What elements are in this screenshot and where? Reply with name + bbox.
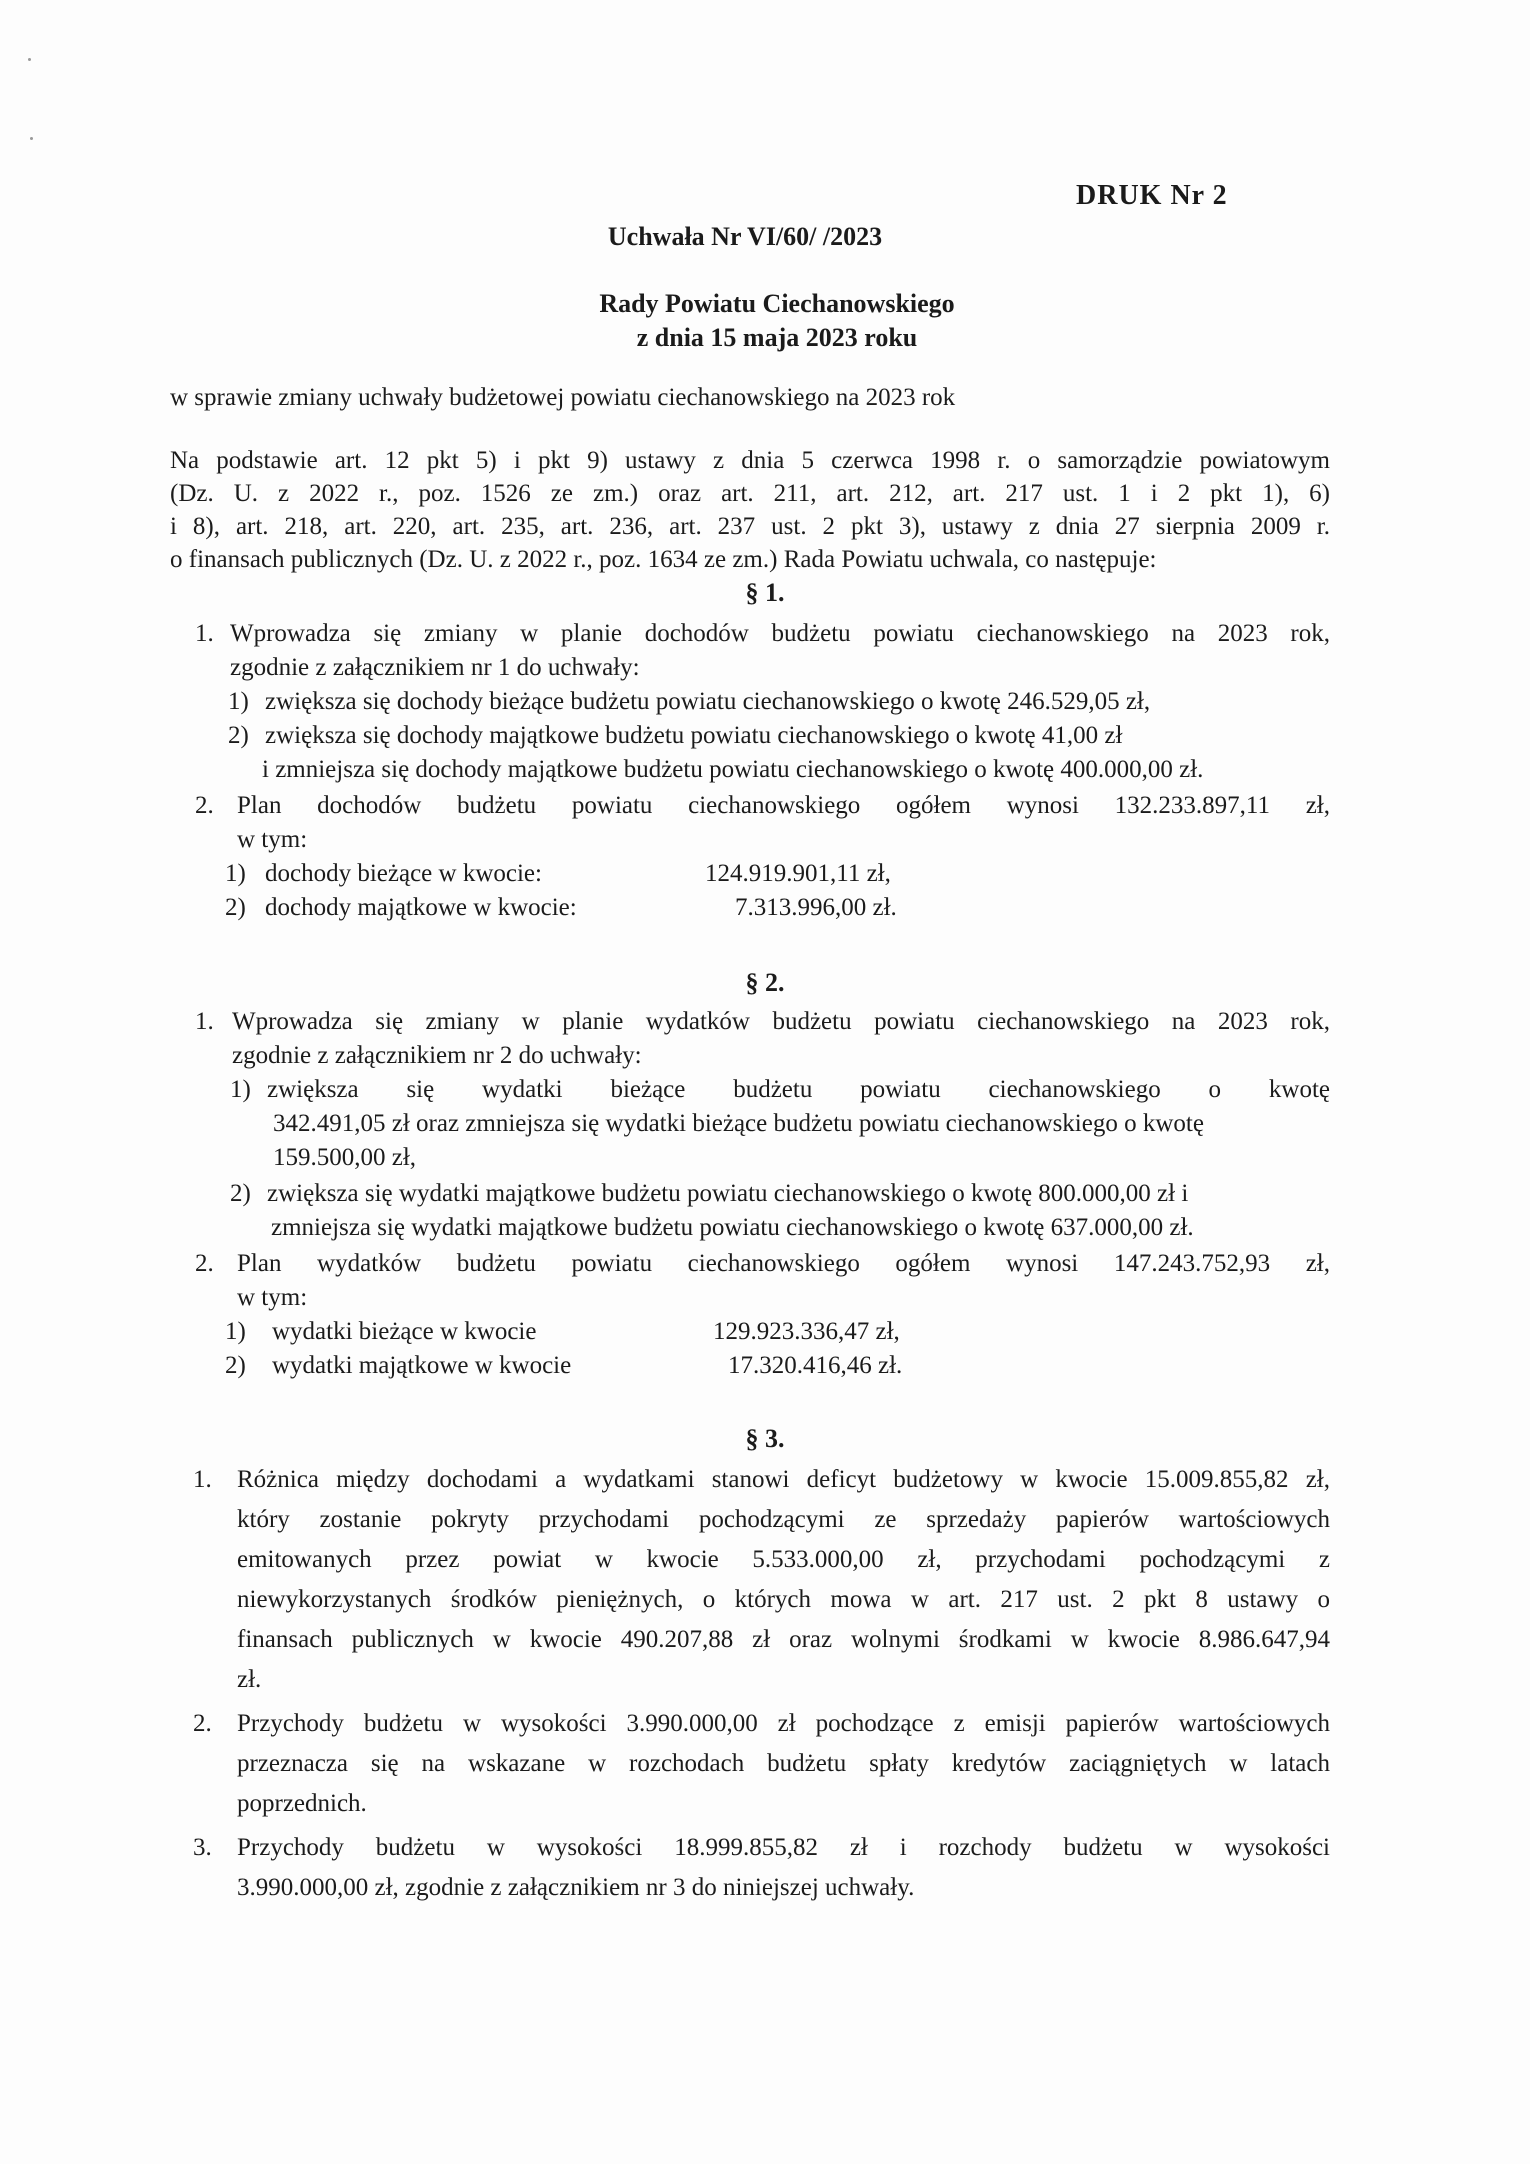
resolution-title: Uchwała Nr VI/60/ /2023 — [607, 222, 883, 251]
preamble-line: (Dz. U. z 2022 r., poz. 1526 ze zm.) oraz art. 211, art. 212, art. 217 ust. 1 i 2 pkt 1), 6) — [170, 480, 1330, 507]
item-number: 1) — [228, 688, 249, 715]
section-text: Różnica między dochodami a wydatkami stanowi deficyt budżetowy w kwocie 15.009.855,82 zł, — [237, 1466, 1330, 1493]
item-text: zwiększa się dochody bieżące budżetu powiatu ciechanowskiego o kwotę 246.529,05 zł, — [265, 688, 1151, 715]
item-text: i zmniejsza się dochody majątkowe budżetu powiatu ciechanowskiego o kwotę 400.000,00 zł. — [262, 756, 1204, 783]
item-number: 1) — [230, 1076, 251, 1103]
section-text: w tym: — [237, 826, 308, 853]
section-text: Plan wydatków budżetu powiatu ciechanowskiego ogółem wynosi 147.243.752,93 zł, — [237, 1250, 1330, 1277]
item-text: zwiększa się wydatki bieżące budżetu powiatu ciechanowskiego o kwotę — [267, 1076, 1330, 1103]
amount-value: 17.320.416,46 zł. — [728, 1352, 903, 1379]
section-text: Przychody budżetu w wysokości 3.990.000,00 zł pochodzące z emisji papierów wartościowych — [237, 1710, 1330, 1737]
section-text: 3.990.000,00 zł, zgodnie z załącznikiem nr 3 do niniejszej uchwały. — [237, 1874, 915, 1901]
item-text: 159.500,00 zł, — [273, 1144, 417, 1171]
section-text: przeznacza się na wskazane w rozchodach budżetu spłaty kredytów zaciągniętych w latach — [237, 1750, 1330, 1777]
point-number: 1. — [195, 620, 214, 647]
section-text: emitowanych przez powiat w kwocie 5.533.000,00 zł, przychodami pochodzącymi z — [237, 1546, 1330, 1573]
point-number: 2. — [193, 1710, 212, 1737]
amount-label: dochody majątkowe w kwocie: — [265, 894, 577, 921]
section-text: Wprowadza się zmiany w planie wydatków budżetu powiatu ciechanowskiego na 2023 rok, — [232, 1008, 1330, 1035]
amount-value: 7.313.996,00 zł. — [735, 894, 897, 921]
point-number: 2. — [195, 792, 214, 819]
item-text: zwiększa się dochody majątkowe budżetu powiatu ciechanowskiego o kwotę 41,00 zł — [265, 722, 1123, 749]
section-text: poprzednich. — [237, 1790, 367, 1817]
item-number: 2) — [225, 894, 246, 921]
point-number: 1. — [195, 1008, 214, 1035]
section-text: zgodnie z załącznikiem nr 1 do uchwały: — [230, 654, 640, 681]
resolution-subject: w sprawie zmiany uchwały budżetowej powiatu ciechanowskiego na 2023 rok — [170, 384, 956, 411]
section-text: który zostanie pokryty przychodami pochodzącymi ze sprzedaży papierów wartościowych — [237, 1506, 1330, 1533]
point-number: 2. — [195, 1250, 214, 1277]
item-number: 2) — [230, 1180, 251, 1207]
resolution-date: z dnia 15 maja 2023 roku — [636, 323, 918, 352]
section-heading: § 3. — [745, 1424, 785, 1453]
resolution-issuer-date — [12, 287, 1530, 355]
resolution-issuer: Rady Powiatu Ciechanowskiego — [599, 289, 955, 318]
section-text: Wprowadza się zmiany w planie dochodów budżetu powiatu ciechanowskiego na 2023 rok, — [230, 620, 1330, 647]
preamble-line: Na podstawie art. 12 pkt 5) i pkt 9) ustawy z dnia 5 czerwca 1998 r. o samorządzie powiatowym — [170, 447, 1330, 474]
preamble-line: o finansach publicznych (Dz. U. z 2022 r., poz. 1634 ze zm.) Rada Powiatu uchwala, co następuje: — [170, 546, 1157, 573]
scan-speck — [28, 58, 31, 61]
section-text: Plan dochodów budżetu powiatu ciechanowskiego ogółem wynosi 132.233.897,11 zł, — [237, 792, 1330, 819]
amount-label: wydatki majątkowe w kwocie — [272, 1352, 572, 1379]
point-number: 3. — [193, 1834, 212, 1861]
section-text: Przychody budżetu w wysokości 18.999.855,82 zł i rozchody budżetu w wysokości — [237, 1834, 1330, 1861]
item-number: 2) — [225, 1352, 246, 1379]
item-number: 1) — [225, 1318, 246, 1345]
section-text: niewykorzystanych środków pieniężnych, o których mowa w art. 217 ust. 2 pkt 8 ustawy o — [237, 1586, 1330, 1613]
amount-label: dochody bieżące w kwocie: — [265, 860, 542, 887]
amount-label: wydatki bieżące w kwocie — [272, 1318, 537, 1345]
druk-number: DRUK Nr 2 — [1076, 180, 1228, 211]
section-text: zł. — [237, 1666, 262, 1693]
item-number: 1) — [225, 860, 246, 887]
item-number: 2) — [228, 722, 249, 749]
section-heading: § 1. — [745, 578, 785, 607]
preamble-line: i 8), art. 218, art. 220, art. 235, art. 236, art. 237 ust. 2 pkt 3), ustawy z dnia 27 sierpnia 2009 r. — [170, 513, 1330, 540]
item-text: zwiększa się wydatki majątkowe budżetu powiatu ciechanowskiego o kwotę 800.000,00 zł i — [267, 1180, 1189, 1207]
amount-value: 129.923.336,47 zł, — [713, 1318, 900, 1345]
section-text: finansach publicznych w kwocie 490.207,88 zł oraz wolnymi środkami w kwocie 8.986.647,94 — [237, 1626, 1330, 1653]
section-heading: § 2. — [745, 968, 785, 997]
section-text: zgodnie z załącznikiem nr 2 do uchwały: — [232, 1042, 642, 1069]
item-text: 342.491,05 zł oraz zmniejsza się wydatki bieżące budżetu powiatu ciechanowskiego o kwotę — [273, 1110, 1204, 1137]
item-text: zmniejsza się wydatki majątkowe budżetu powiatu ciechanowskiego o kwotę 637.000,00 zł. — [271, 1214, 1194, 1241]
scan-speck — [30, 137, 33, 140]
section-text: w tym: — [237, 1284, 308, 1311]
point-number: 1. — [193, 1466, 212, 1493]
amount-value: 124.919.901,11 zł, — [705, 860, 891, 887]
